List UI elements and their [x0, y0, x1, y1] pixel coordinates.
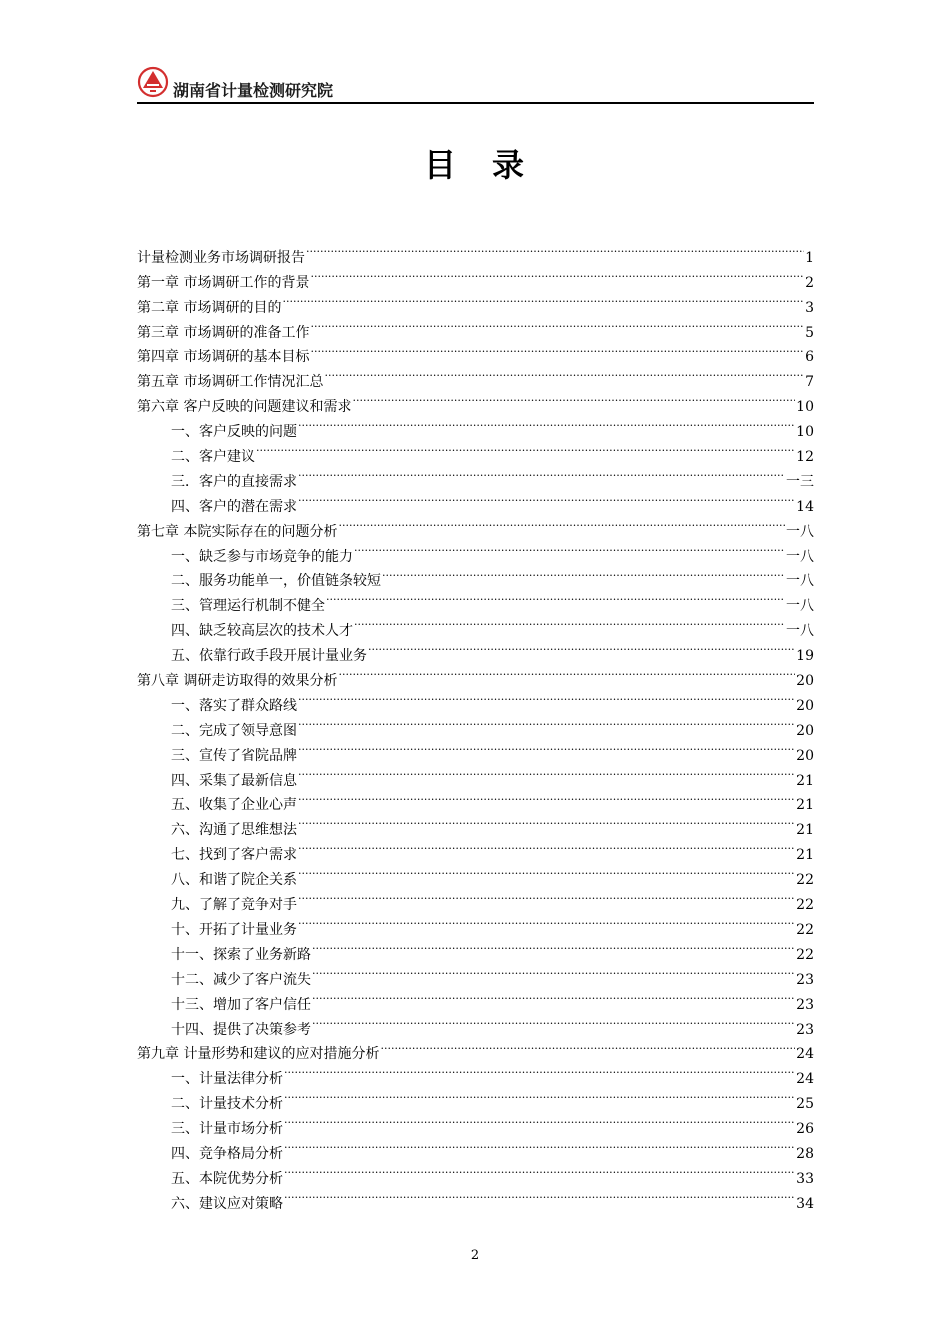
toc-entry-label: 四、缺乏较高层次的技术人才 — [171, 623, 353, 640]
toc-entry-page: 一三 — [786, 473, 814, 490]
toc-dot-leader — [326, 585, 785, 610]
toc-entry-page: 21 — [796, 772, 814, 789]
toc-entry-page: 22 — [796, 946, 814, 963]
toc-dot-leader — [324, 361, 804, 386]
toc-dot-leader — [354, 610, 785, 635]
toc-entry-label: 四、竞争格局分析 — [171, 1145, 283, 1162]
toc-entry-label: 十四、提供了决策参考 — [171, 1021, 311, 1038]
toc-entry-page: 33 — [796, 1170, 814, 1187]
toc-dot-leader — [310, 337, 804, 362]
toc-entry-page: 25 — [796, 1096, 814, 1113]
toc-entry-label: 第七章 本院实际存在的问题分析 — [137, 523, 338, 540]
toc-entry-page: 7 — [805, 374, 814, 391]
toc-entry-label: 一、缺乏参与市场竞争的能力 — [171, 548, 353, 565]
institute-logo-icon — [137, 66, 169, 98]
toc-dot-leader — [298, 834, 795, 859]
toc-entry-page: 一八 — [786, 623, 814, 640]
toc-dot-leader — [284, 1108, 795, 1133]
toc-entry-label: 第二章 市场调研的目的 — [137, 299, 282, 316]
toc-entry-label: 三．客户的直接需求 — [171, 473, 297, 490]
toc-dot-leader — [310, 312, 804, 337]
toc-entry-label: 二、完成了领导意图 — [171, 722, 297, 739]
toc-entry-page: 3 — [805, 299, 814, 316]
toc-entry-page: 21 — [796, 822, 814, 839]
toc-dot-leader — [338, 511, 785, 536]
toc-entry-label: 三、宣传了省院品牌 — [171, 747, 297, 764]
toc-dot-leader — [298, 710, 795, 735]
toc-entry-label: 第八章 调研走访取得的效果分析 — [137, 673, 338, 690]
toc-entry-label: 十一、探索了业务新路 — [171, 946, 311, 963]
toc-entry-label: 二、服务功能单一，价值链条较短 — [171, 573, 381, 590]
toc-entry-page: 34 — [796, 1195, 814, 1212]
toc-dot-leader — [312, 984, 795, 1009]
toc-entry-label: 一、计量法律分析 — [171, 1071, 283, 1088]
toc-entry-label: 六、建议应对策略 — [171, 1195, 283, 1212]
toc-entry-label: 第九章 计量形势和建议的应对措施分析 — [137, 1046, 380, 1063]
toc-dot-leader — [354, 536, 785, 561]
page-header — [137, 64, 814, 104]
toc-entry-label: 四、客户的潜在需求 — [171, 498, 297, 515]
toc-entry-label: 一、落实了群众路线 — [171, 697, 297, 714]
toc-dot-leader — [312, 934, 795, 959]
page-number: 2 — [470, 1248, 480, 1263]
toc-dot-leader — [298, 760, 795, 785]
toc-entry[interactable] — [137, 237, 814, 266]
toc-entry-page: 21 — [796, 797, 814, 814]
toc-entry-page: 23 — [796, 996, 814, 1013]
toc-dot-leader — [256, 436, 795, 461]
table-of-contents — [137, 237, 814, 1212]
toc-entry-page: 14 — [796, 498, 814, 515]
toc-entry-page: 22 — [796, 872, 814, 889]
toc-dot-leader — [310, 262, 804, 287]
toc-dot-leader — [284, 1133, 795, 1158]
toc-entry-page: 22 — [796, 921, 814, 938]
toc-entry-label: 十、开拓了计量业务 — [171, 921, 297, 938]
toc-entry-page: 一八 — [786, 598, 814, 615]
toc-dot-leader — [284, 1158, 795, 1183]
toc-entry-label: 五、依靠行政手段开展计量业务 — [171, 648, 367, 665]
toc-entry-label: 七、找到了客户需求 — [171, 847, 297, 864]
toc-entry-label: 计量检测业务市场调研报告 — [137, 249, 305, 266]
toc-entry-label: 第六章 客户反映的问题建议和需求 — [137, 399, 352, 416]
toc-entry-label: 二、客户建议 — [171, 449, 255, 466]
toc-dot-leader — [312, 959, 795, 984]
toc-dot-leader — [338, 660, 795, 685]
toc-entry-label: 三、管理运行机制不健全 — [171, 598, 325, 615]
toc-entry-page: 26 — [796, 1121, 814, 1138]
organization-name: 湖南省计量检测研究院 — [173, 81, 334, 100]
toc-entry-label: 第五章 市场调研工作情况汇总 — [137, 374, 324, 391]
toc-dot-leader — [298, 809, 795, 834]
toc-dot-leader — [282, 287, 804, 312]
toc-entry-label: 十三、增加了客户信任 — [171, 996, 311, 1013]
toc-dot-leader — [284, 1183, 795, 1208]
toc-dot-leader — [298, 859, 795, 884]
toc-entry-page: 6 — [805, 349, 814, 366]
toc-entry-page: 24 — [796, 1071, 814, 1088]
toc-entry-label: 二、计量技术分析 — [171, 1096, 283, 1113]
toc-dot-leader — [298, 785, 795, 810]
toc-entry-label: 三、计量市场分析 — [171, 1121, 283, 1138]
toc-entry-label: 八、和谐了院企关系 — [171, 872, 297, 889]
toc-entry-label: 第一章 市场调研工作的背景 — [137, 274, 310, 291]
toc-dot-leader — [298, 411, 795, 436]
toc-entry-label: 九、了解了竞争对手 — [171, 897, 297, 914]
toc-entry-page: 28 — [796, 1145, 814, 1162]
toc-entry-page: 10 — [796, 424, 814, 441]
toc-entry-label: 五、本院优势分析 — [171, 1170, 283, 1187]
toc-entry-page: 23 — [796, 1021, 814, 1038]
toc-dot-leader — [312, 1009, 795, 1034]
toc-dot-leader — [382, 561, 785, 586]
toc-dot-leader — [298, 685, 795, 710]
toc-dot-leader — [352, 386, 795, 411]
toc-entry-page: 一八 — [786, 523, 814, 540]
toc-entry-page: 12 — [796, 449, 814, 466]
toc-dot-leader — [284, 1083, 795, 1108]
toc-entry-page: 19 — [796, 648, 814, 665]
toc-entry-page: 20 — [796, 673, 814, 690]
toc-entry-page: 24 — [796, 1046, 814, 1063]
page-title: 目 录 — [423, 146, 526, 184]
toc-entry-page: 1 — [805, 249, 814, 266]
toc-entry-page: 20 — [796, 697, 814, 714]
toc-dot-leader — [306, 237, 804, 262]
toc-entry-label: 十二、减少了客户流失 — [171, 971, 311, 988]
toc-dot-leader — [298, 735, 795, 760]
toc-entry-label: 四、采集了最新信息 — [171, 772, 297, 789]
toc-dot-leader — [298, 909, 795, 934]
toc-entry-page: 21 — [796, 847, 814, 864]
toc-dot-leader — [298, 486, 795, 511]
toc-dot-leader — [368, 635, 795, 660]
toc-entry-page: 22 — [796, 897, 814, 914]
toc-entry-label: 第四章 市场调研的基本目标 — [137, 349, 310, 366]
toc-entry-label: 第三章 市场调研的准备工作 — [137, 324, 310, 341]
toc-dot-leader — [380, 1034, 795, 1059]
toc-dot-leader — [298, 461, 785, 486]
toc-entry-label: 五、收集了企业心声 — [171, 797, 297, 814]
toc-entry-page: 一八 — [786, 548, 814, 565]
toc-entry-label: 六、沟通了思维想法 — [171, 822, 297, 839]
toc-entry-page: 20 — [796, 722, 814, 739]
toc-entry-page: 一八 — [786, 573, 814, 590]
toc-entry-page: 23 — [796, 971, 814, 988]
toc-entry-label: 一、客户反映的问题 — [171, 424, 297, 441]
toc-entry-page: 5 — [805, 324, 814, 341]
toc-dot-leader — [284, 1058, 795, 1083]
toc-dot-leader — [298, 884, 795, 909]
toc-entry-page: 20 — [796, 747, 814, 764]
toc-entry-page: 2 — [805, 274, 814, 291]
toc-entry-page: 10 — [796, 399, 814, 416]
